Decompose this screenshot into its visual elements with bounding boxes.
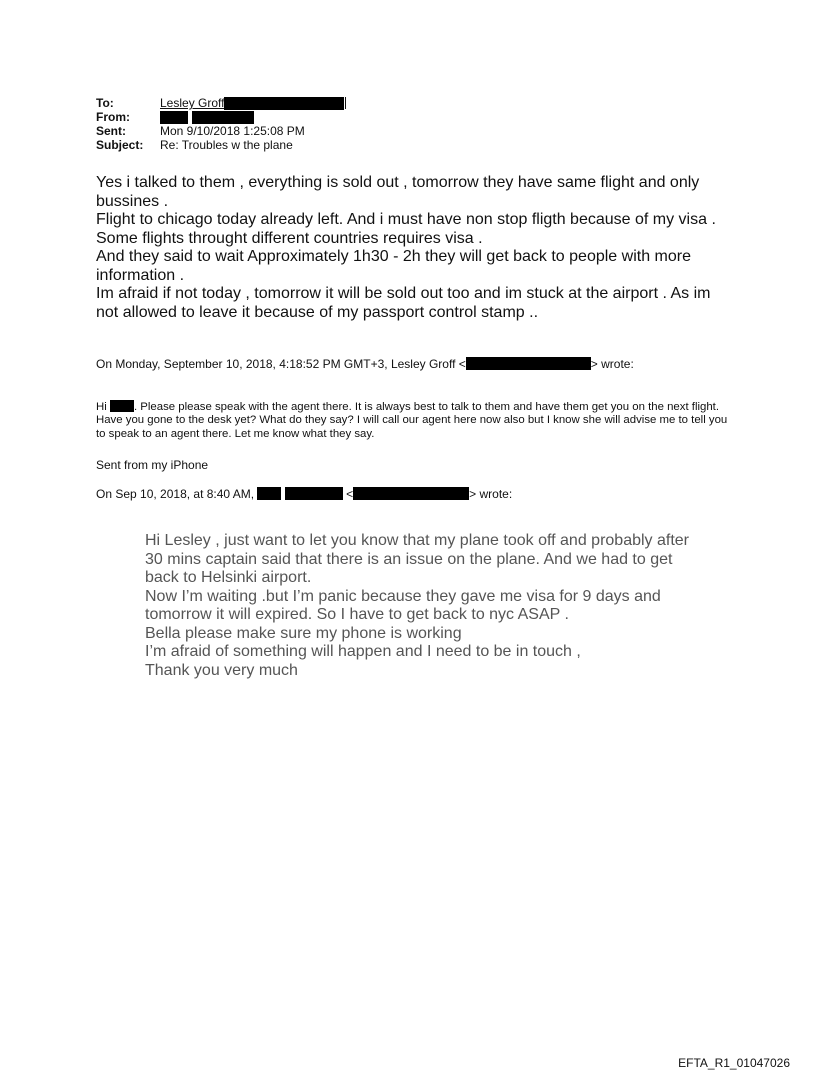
quote2-attribution bbox=[96, 487, 512, 502]
reply-body bbox=[96, 174, 736, 322]
body-line: Yes i talked to them , everything is sold out , tomorrow they have same flight and only bussines . bbox=[96, 174, 700, 210]
bracket-mark bbox=[345, 97, 346, 109]
sent-label: Sent: bbox=[96, 124, 126, 138]
quote2-attribution-prefix: On Sep 10, 2018, at 8:40 AM, bbox=[96, 487, 255, 501]
redaction-box bbox=[192, 111, 254, 124]
quote1-message bbox=[96, 400, 736, 441]
quote1-attribution-prefix: On Monday, September 10, 2018, 4:18:52 PM GMT+3, Lesley Groff < bbox=[96, 357, 466, 371]
quote1-attribution bbox=[96, 357, 634, 372]
document-id: EFTA_R1_01047026 bbox=[678, 1056, 790, 1070]
original-line: Now I’m waiting .but I’m panic because they gave me visa for 9 days and tomorrow it will expired. So I have to get back to nyc ASAP . bbox=[145, 587, 661, 623]
quote1-message-text: . Please please speak with the agent there. It is always best to talk to them and have them get you on the next flight. Have you gone to the desk yet? What do they say? I will call our agent here now also but I know she will advise me to tell you to speak to an agent there. Let me know what they say. bbox=[96, 401, 728, 440]
sent-row bbox=[96, 124, 346, 138]
redaction-box bbox=[285, 487, 343, 500]
quote2-attribution-mid: < bbox=[346, 487, 354, 501]
original-line: Thank you very much bbox=[145, 661, 298, 679]
redaction-box bbox=[160, 111, 188, 124]
subject-row bbox=[96, 138, 346, 152]
original-line: I’m afraid of something will happen and I need to be in touch , bbox=[145, 643, 581, 660]
redaction-box bbox=[466, 357, 591, 370]
quote1-greeting: Hi bbox=[96, 401, 107, 413]
redaction-box bbox=[110, 400, 134, 412]
body-line: And they said to wait Approximately 1h30 - 2h they will get back to people with more information . bbox=[96, 248, 691, 284]
from-row bbox=[96, 110, 346, 124]
redaction-box bbox=[257, 487, 281, 500]
original-line: Hi Lesley , just want to let you know that my plane took off and probably after 30 mins captain said that there is an issue on the plane. And we had to get back to Helsinki airport. bbox=[145, 532, 690, 586]
sent-value: Mon 9/10/2018 1:25:08 PM bbox=[160, 124, 305, 138]
quote2-attribution-suffix: > wrote: bbox=[469, 487, 513, 501]
redaction-box bbox=[353, 487, 469, 500]
body-line: Flight to chicago today already left. And i must have non stop fligth because of my visa . Some flights throught different countries requires visa . bbox=[96, 211, 716, 247]
body-line: Im afraid if not today , tomorrow it will be sold out too and im stuck at the airport . As im not allowed to leave it because of my passport control stamp .. bbox=[96, 285, 711, 321]
from-label: From: bbox=[96, 110, 130, 124]
quote1-attribution-suffix: > wrote: bbox=[590, 357, 634, 371]
subject-label: Subject: bbox=[96, 138, 144, 152]
to-value: Lesley Groff bbox=[160, 96, 225, 110]
to-label: To: bbox=[96, 96, 114, 110]
original-message bbox=[145, 532, 705, 680]
subject-value: Re: Troubles w the plane bbox=[160, 138, 293, 152]
email-header bbox=[96, 96, 346, 152]
redaction-box bbox=[224, 97, 344, 110]
original-line: Bella please make sure my phone is working bbox=[145, 624, 462, 642]
quote1-signature: Sent from my iPhone bbox=[96, 458, 209, 472]
to-row bbox=[96, 96, 346, 110]
